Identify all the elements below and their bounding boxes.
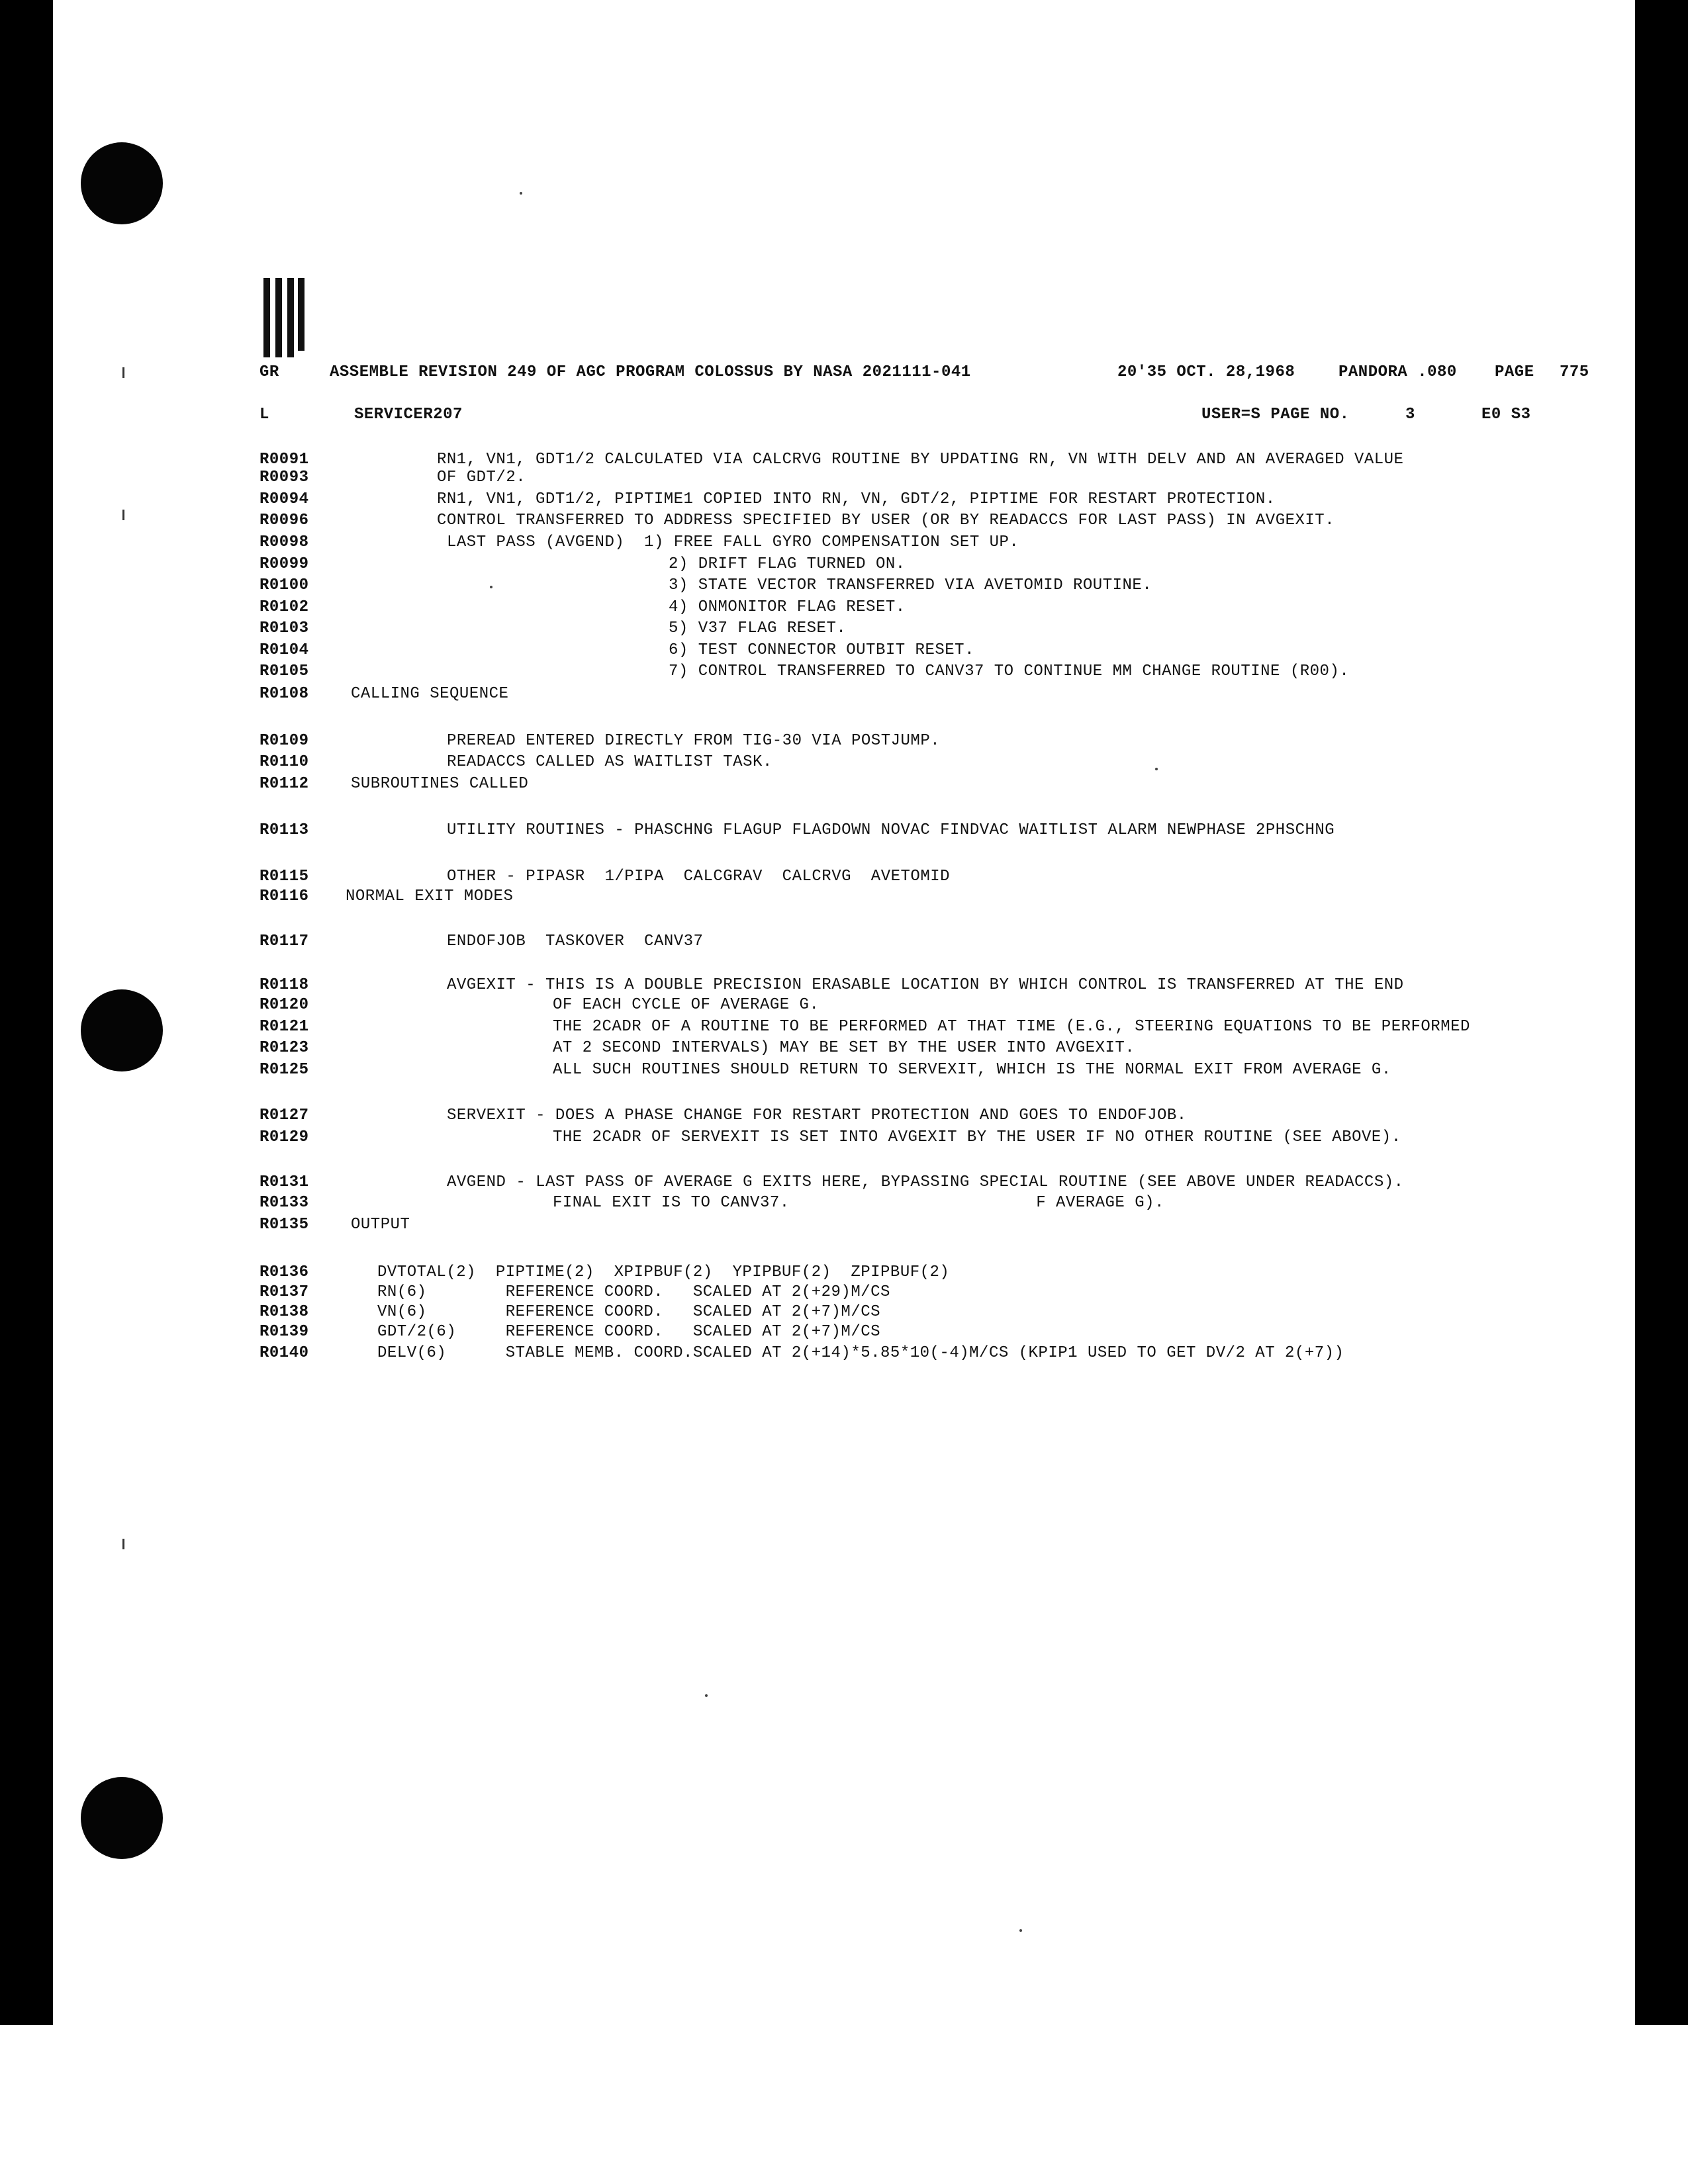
line-number: R0118 <box>259 976 309 994</box>
line-number: R0100 <box>259 576 309 594</box>
header-page-number: 775 <box>1560 363 1589 381</box>
line-number: R0103 <box>259 619 309 637</box>
scan-speck <box>1155 768 1158 770</box>
line-number: R0110 <box>259 753 309 771</box>
punch-hole-bottom <box>81 1777 163 1859</box>
line-text: RN1, VN1, GDT1/2, PIPTIME1 COPIED INTO RN, VN, GDT/2, PIPTIME FOR RESTART PROTECTION. <box>437 490 1276 508</box>
line-text: 3) STATE VECTOR TRANSFERRED VIA AVETOMID ROUTINE. <box>669 576 1152 594</box>
line-text: AVGEND - LAST PASS OF AVERAGE G EXITS HERE, BYPASSING SPECIAL ROUTINE (SEE ABOVE UNDER READACCS). <box>447 1173 1404 1191</box>
scan-speck <box>705 1694 708 1697</box>
line-text: VN(6) REFERENCE COORD. SCALED AT 2(+7)M/CS <box>377 1303 881 1321</box>
line-text: LAST PASS (AVGEND) 1) FREE FALL GYRO COMPENSATION SET UP. <box>447 533 1019 551</box>
line-number: R0123 <box>259 1039 309 1057</box>
line-number: R0113 <box>259 821 309 839</box>
line-number: R0138 <box>259 1303 309 1321</box>
header-mark: GR <box>259 363 279 381</box>
scan-edge-right <box>1635 0 1688 2025</box>
line-number: R0140 <box>259 1344 309 1362</box>
line-number: R0136 <box>259 1263 309 1281</box>
line-text: READACCS CALLED AS WAITLIST TASK. <box>447 753 773 771</box>
line-number: R0094 <box>259 490 309 508</box>
line-number: R0127 <box>259 1107 309 1124</box>
line-number: R0102 <box>259 598 309 616</box>
line-text: 6) TEST CONNECTOR OUTBIT RESET. <box>669 641 974 659</box>
margin-mark <box>122 367 124 378</box>
line-number: R0099 <box>259 555 309 573</box>
line-text: SUBROUTINES CALLED <box>351 775 529 793</box>
margin-mark <box>122 1539 124 1549</box>
user-page-label: USER=S PAGE NO. <box>1201 406 1350 424</box>
line-number: R0115 <box>259 868 309 886</box>
line-number: R0112 <box>259 775 309 793</box>
line-number: R0131 <box>259 1173 309 1191</box>
listing-code: E0 S3 <box>1481 406 1531 424</box>
line-text: 2) DRIFT FLAG TURNED ON. <box>669 555 906 573</box>
line-number: R0096 <box>259 512 309 529</box>
line-number: R0120 <box>259 996 309 1014</box>
punch-hole-middle <box>81 989 163 1071</box>
line-number: R0091 <box>259 451 309 469</box>
margin-mark <box>122 510 124 520</box>
line-number: R0098 <box>259 533 309 551</box>
punch-hole-top <box>81 142 163 224</box>
line-number: R0139 <box>259 1323 309 1341</box>
line-text: GDT/2(6) REFERENCE COORD. SCALED AT 2(+7)M/CS <box>377 1323 881 1341</box>
line-text: PREREAD ENTERED DIRECTLY FROM TIG-30 VIA POSTJUMP. <box>447 732 941 750</box>
line-text: NORMAL EXIT MODES <box>346 887 514 905</box>
line-text: THE 2CADR OF A ROUTINE TO BE PERFORMED AT THAT TIME (E.G., STEERING EQUATIONS TO BE PERFORMED <box>553 1018 1470 1036</box>
line-text: 4) ONMONITOR FLAG RESET. <box>669 598 906 616</box>
line-text: OF EACH CYCLE OF AVERAGE G. <box>553 996 820 1014</box>
line-number: R0104 <box>259 641 309 659</box>
user-page-number: 3 <box>1405 406 1415 424</box>
program-name: SERVICER207 <box>354 406 463 424</box>
line-text: OUTPUT <box>351 1216 410 1234</box>
line-number: R0105 <box>259 662 309 680</box>
line-text: 7) CONTROL TRANSFERRED TO CANV37 TO CONTINUE MM CHANGE ROUTINE (R00). <box>669 662 1350 680</box>
listing-flag: L <box>259 406 269 424</box>
line-number: R0109 <box>259 732 309 750</box>
line-text: UTILITY ROUTINES - PHASCHNG FLAGUP FLAGDOWN NOVAC FINDVAC WAITLIST ALARM NEWPHASE 2PHSCHNG <box>447 821 1335 839</box>
line-number: R0133 <box>259 1194 309 1212</box>
line-text: FINAL EXIT IS TO CANV37. F AVERAGE G). <box>553 1194 1164 1212</box>
line-text: THE 2CADR OF SERVEXIT IS SET INTO AVGEXIT BY THE USER IF NO OTHER ROUTINE (SEE ABOVE). <box>553 1128 1401 1146</box>
scan-speck <box>490 586 492 588</box>
line-text: DELV(6) STABLE MEMB. COORD.SCALED AT 2(+14)*5.85*10(-4)M/CS (KPIP1 USED TO GET DV/2 AT 2(+7)) <box>377 1344 1344 1362</box>
line-text: ENDOFJOB TASKOVER CANV37 <box>447 933 704 950</box>
line-number: R0137 <box>259 1283 309 1301</box>
header-timestamp: 20'35 OCT. 28,1968 <box>1117 363 1295 381</box>
line-text: OTHER - PIPASR 1/PIPA CALCGRAV CALCRVG AVETOMID <box>447 868 951 886</box>
line-number: R0135 <box>259 1216 309 1234</box>
line-text: AT 2 SECOND INTERVALS) MAY BE SET BY THE USER INTO AVGEXIT. <box>553 1039 1135 1057</box>
scan-speck <box>520 192 522 195</box>
line-number: R0093 <box>259 469 309 486</box>
header-page-label: PAGE <box>1495 363 1534 381</box>
line-text: ALL SUCH ROUTINES SHOULD RETURN TO SERVEXIT, WHICH IS THE NORMAL EXIT FROM AVERAGE G. <box>553 1061 1391 1079</box>
line-text: AVGEXIT - THIS IS A DOUBLE PRECISION ERASABLE LOCATION BY WHICH CONTROL IS TRANSFERRED AT THE END <box>447 976 1404 994</box>
line-text: RN1, VN1, GDT1/2 CALCULATED VIA CALCRVG ROUTINE BY UPDATING RN, VN WITH DELV AND AN AVERAGED VALUE <box>437 451 1404 469</box>
line-text: CONTROL TRANSFERRED TO ADDRESS SPECIFIED BY USER (OR BY READACCS FOR LAST PASS) IN AVGEXIT. <box>437 512 1335 529</box>
line-number: R0116 <box>259 887 309 905</box>
line-number: R0129 <box>259 1128 309 1146</box>
line-text: RN(6) REFERENCE COORD. SCALED AT 2(+29)M/CS <box>377 1283 890 1301</box>
scan-edge-left <box>0 0 53 2025</box>
line-number: R0125 <box>259 1061 309 1079</box>
line-text: DVTOTAL(2) PIPTIME(2) XPIPBUF(2) YPIPBUF(2) ZPIPBUF(2) <box>377 1263 950 1281</box>
line-text: OF GDT/2. <box>437 469 526 486</box>
line-number: R0117 <box>259 933 309 950</box>
header-system: PANDORA .080 <box>1338 363 1457 381</box>
line-number: R0108 <box>259 685 309 703</box>
binder-bars-mark <box>263 278 305 364</box>
header-title: ASSEMBLE REVISION 249 OF AGC PROGRAM COLOSSUS BY NASA 2021111-041 <box>330 363 971 381</box>
line-text: SERVEXIT - DOES A PHASE CHANGE FOR RESTART PROTECTION AND GOES TO ENDOFJOB. <box>447 1107 1187 1124</box>
line-text: CALLING SEQUENCE <box>351 685 509 703</box>
line-number: R0121 <box>259 1018 309 1036</box>
line-text: 5) V37 FLAG RESET. <box>669 619 847 637</box>
scan-speck <box>1019 1929 1022 1932</box>
